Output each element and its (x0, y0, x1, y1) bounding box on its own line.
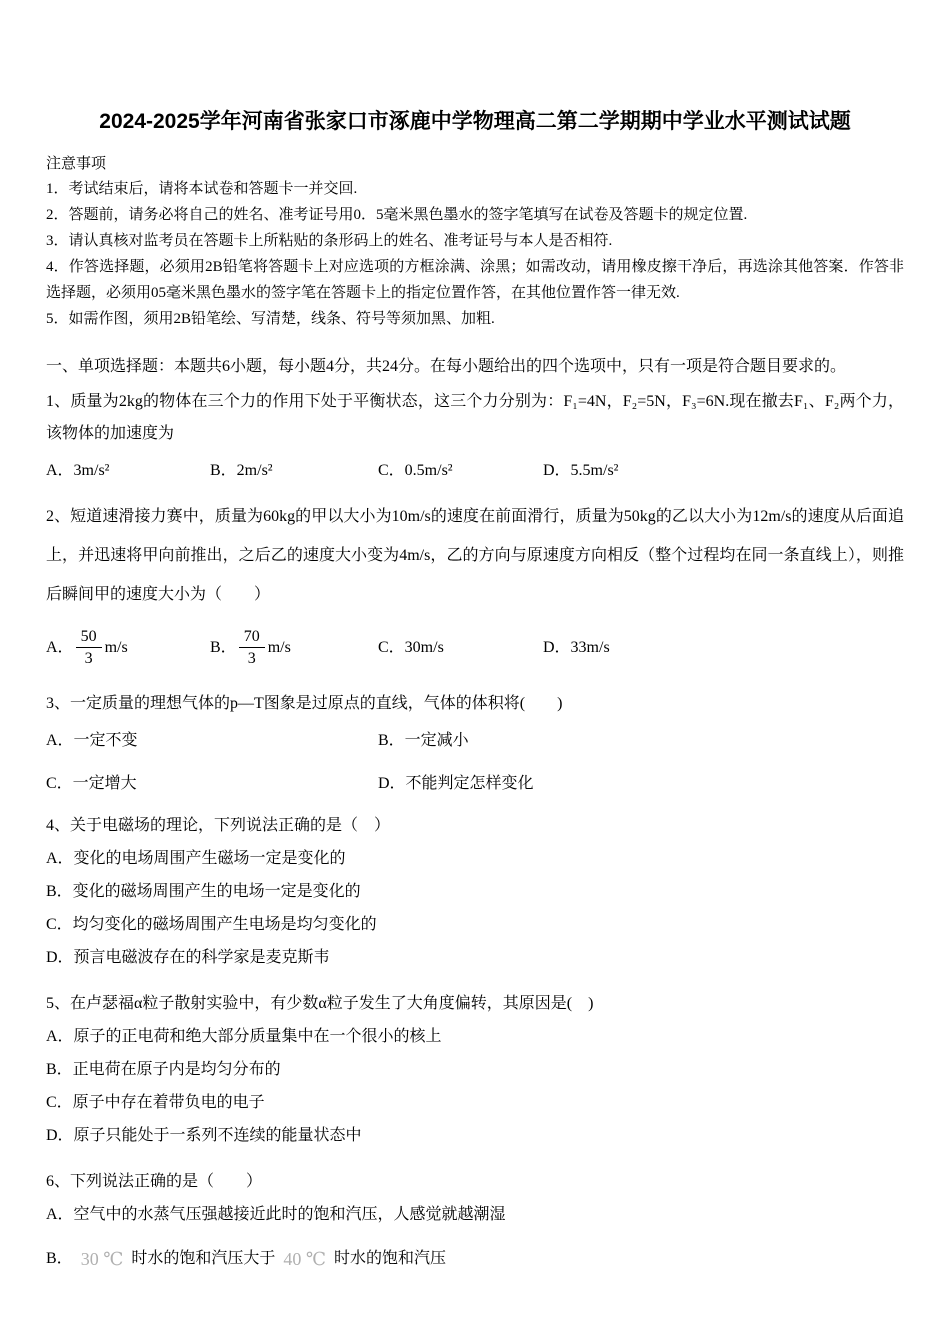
q2-option-c: C．30m/s (378, 638, 444, 656)
q2-option-b-unit: m/s (267, 638, 291, 656)
q4-option-b: B．变化的磁场周围产生的电场一定是变化的 (46, 883, 361, 900)
q5-option-b: B．正电荷在原子内是均匀分布的 (46, 1061, 281, 1078)
q3-option-d: D．不能判定怎样变化 (378, 775, 534, 792)
question-1 (46, 386, 904, 487)
q3-option-b: B．一定减小 (378, 732, 469, 749)
q2-option-b (210, 627, 378, 668)
temperature-equation-image-40: 40 ℃ (283, 1249, 326, 1269)
q2-option-a-label: A． (46, 638, 74, 656)
q3-options-row-2 (46, 767, 904, 800)
q6-option-b-mid: 时水的饱和汽压大于 (131, 1250, 276, 1267)
q3-option-c: C．一定增大 (46, 775, 137, 792)
question-3 (46, 688, 904, 800)
q5-option-a: A．原子的正电荷和绝大部分质量集中在一个很小的核上 (46, 1028, 442, 1045)
q4-option-d: D．预言电磁波存在的科学家是麦克斯韦 (46, 949, 330, 966)
q2-option-b-fraction (239, 627, 265, 668)
q2-option-a-fraction (76, 627, 102, 668)
notice-item-2: 2．答题前，请务必将自己的姓名、准考证号用0．5毫米黑色墨水的签字笔填写在试卷及答题卡的规定位置. (46, 207, 748, 223)
q2-option-a (46, 627, 210, 668)
fraction-numerator: 70 (239, 627, 265, 648)
fraction-numerator: 50 (76, 627, 102, 648)
q4-option-a: A．变化的电场周围产生磁场一定是变化的 (46, 850, 346, 867)
q1-options (46, 454, 904, 487)
exam-title: 2024-2025学年河南省张家口市涿鹿中学物理高二第二学期期中学业水平测试试题 (99, 110, 851, 133)
q4-stem: 4、关于电磁场的理论，下列说法正确的是（ ） (46, 817, 391, 834)
question-5 (46, 988, 904, 1152)
fraction-denominator: 3 (84, 649, 93, 667)
notice-heading: 注意事项 (46, 156, 107, 172)
q6-stem: 6、下列说法正确的是（ ） (46, 1173, 263, 1190)
q2-options (46, 622, 904, 672)
q1-option-c: C．0.5m/s² (378, 462, 453, 479)
question-6 (46, 1166, 904, 1279)
q6-option-a: A．空气中的水蒸气压强越接近此时的饱和汽压，人感觉就越潮湿 (46, 1206, 506, 1223)
q6-option-b-label: B． (46, 1250, 73, 1267)
q4-option-c: C．均匀变化的磁场周围产生电场是均匀变化的 (46, 916, 377, 933)
notice-item-5: 5．如需作图，须用2B铅笔绘、写清楚，线条、符号等须加黑、加粗. (46, 311, 495, 327)
q5-option-d: D．原子只能处于一系列不连续的能量状态中 (46, 1127, 362, 1144)
notice-item-4: 4．作答选择题，必须用2B铅笔将答题卡上对应选项的方框涂满、涂黑；如需改动，请用橡皮擦干净后，再选涂其他答案．作答非选择题，必须用05毫米黑色墨水的签字笔在答题卡上的指定位置作答，在其他位置作答一律无效. (46, 259, 904, 301)
q5-option-c: C．原子中存在着带负电的电子 (46, 1094, 265, 1111)
notice-section (46, 152, 904, 332)
notice-item-3: 3．请认真核对监考员在答题卡上所粘贴的条形码上的姓名、准考证号与本人是否相符. (46, 233, 613, 249)
fraction-denominator: 3 (247, 649, 256, 667)
q2-stem: 2、短道速滑接力赛中，质量为60kg的甲以大小为10m/s的速度在前面滑行，质量为50kg的乙以大小为12m/s的速度从后面追上，并迅速将甲向前推出，之后乙的速度大小变为4m/s，乙的方向与原速度方向相反（整个过程均在同一条直线上），则推后瞬间甲的速度大小为（ ） (46, 508, 904, 603)
question-4 (46, 810, 904, 974)
q1-stem: 1、质量为2kg的物体在三个力的作用下处于平衡状态，这三个力分别为：F₁=4N，F₂=5N，F₃=6N.现在撤去F₁、F₂两个力，该物体的加速度为 (46, 393, 904, 442)
section-1-heading: 一、单项选择题：本题共6小题，每小题4分，共24分。在每小题给出的四个选项中，只有一项是符合题目要求的。 (46, 358, 847, 375)
q6-option-b (46, 1239, 904, 1279)
question-2 (46, 497, 904, 672)
q3-option-a: A．一定不变 (46, 732, 138, 749)
q2-option-b-label: B． (210, 638, 237, 656)
q3-options-row-1 (46, 724, 904, 757)
q6-option-b-suffix: 时水的饱和汽压 (333, 1250, 446, 1267)
q3-stem: 3、一定质量的理想气体的p—T图象是过原点的直线，气体的体积将( ) (46, 695, 563, 712)
q2-option-a-unit: m/s (104, 638, 128, 656)
temperature-equation-image-30: 30 ℃ (80, 1249, 124, 1269)
q1-option-a: A．3m/s² (46, 462, 110, 479)
q1-option-b: B．2m/s² (210, 462, 273, 479)
q1-option-d: D．5.5m/s² (543, 462, 619, 479)
q5-stem: 5、在卢瑟福α粒子散射实验中，有少数α粒子发生了大角度偏转，其原因是( ) (46, 995, 594, 1012)
q2-option-d: D．33m/s (543, 638, 610, 656)
notice-item-1: 1．考试结束后，请将本试卷和答题卡一并交回. (46, 181, 358, 197)
